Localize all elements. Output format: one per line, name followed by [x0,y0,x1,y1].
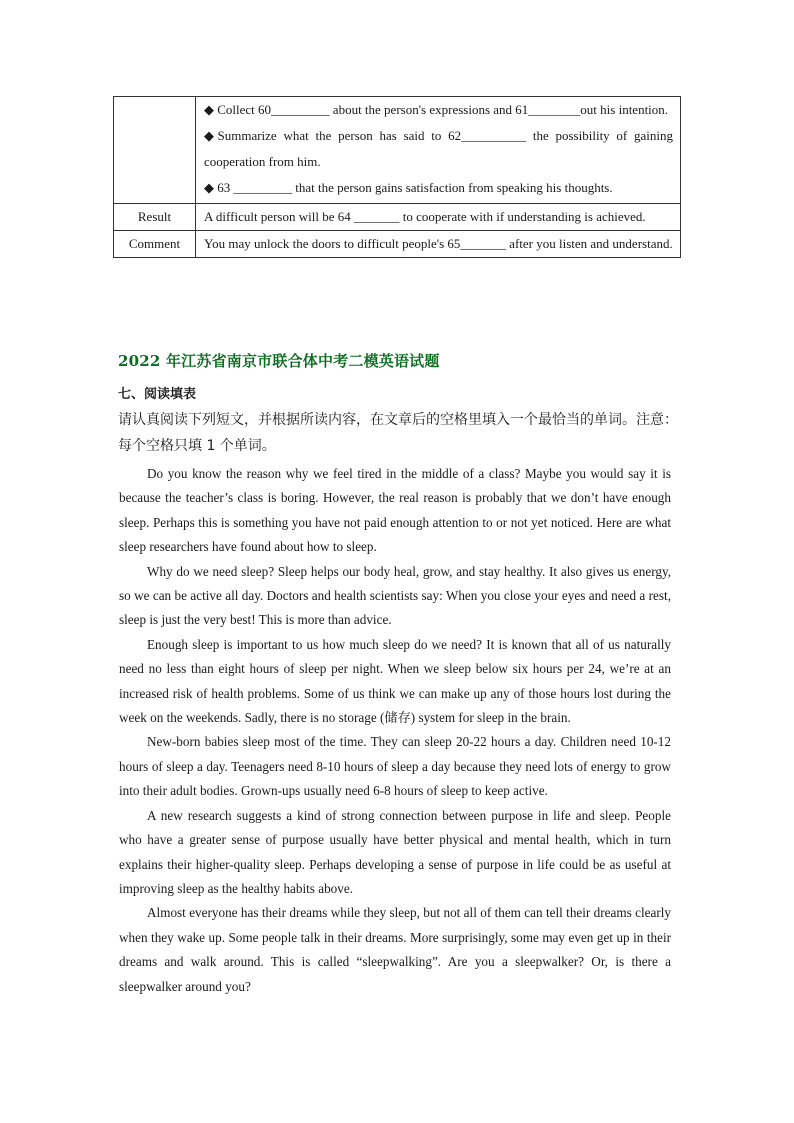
bullet-line: ◆ Collect 60_________ about the person's expressions and 61________out his intention. [204,102,669,117]
passage-paragraph: New-born babies sleep most of the time. They can sleep 20-22 hours a day. Children need 10-12 hours of sleep a day. Teenagers need 8-10 hours of sleep a day because they need lots of energy to grow into their adult bodies. Grown-ups usually need 6-8 hours of sleep to keep active. [119,734,671,799]
table-row-content [196,231,681,258]
passage-paragraph: Almost everyone has their dreams while they sleep, but not all of them can tell their dreams clearly when they wake up. Some people talk in their dreams. More surprisingly, some may even get up in their dreams and walk around. This is called “sleepwalking”. Are you a sleepwalker? Or, is there a sleepwalker around you? [119,905,671,994]
table-row-label: Comment [114,231,196,258]
exam-heading: 2022 年江苏省南京市联合体中考二模英语试题 [118,352,440,370]
table-row-content [196,97,681,204]
passage-paragraph: Enough sleep is important to us how much sleep do we need? It is known that all of us naturally need no less than eight hours of sleep per night. When we sleep below six hours per 24, we’re at an increased risk of health problems. Some of us think we can make up any of those hours lost during the week on the weekends. Sadly, there is no storage (储存) system for sleep in the brain. [119,636,671,726]
passage-paragraph: Why do we need sleep? Sleep helps our body heal, grow, and stay healthy. It also gives us energy, so we can be active all day. Doctors and health scientists say: When you close your eyes and need a rest, sleep is just the very best! This is more than advice. [119,563,671,628]
instructions: 请认真阅读下列短文，并根据所读内容，在文章后的空格里填入一个最恰当的单词。注意：每个空格只填 1 个单词。 [118,412,678,454]
table-row [114,231,681,258]
reading-passage [119,462,671,999]
passage-paragraph: Do you know the reason why we feel tired in the middle of a class? Maybe you would say it is because the teacher’s class is boring. However, the real reason is probably that we don’t have enough sleep. Perhaps this is something you have not paid enough attention to or not yet noticed. Here are what sleep researchers have found about how to sleep. [119,466,671,555]
bullet-line: ◆Summarize what the person has said to 62__________ the possibility of gaining cooperation from him. [204,128,673,169]
bullet-line: ◆ 63 _________ that the person gains satisfaction from speaking his thoughts. [204,180,613,195]
fill-in-table [113,96,681,258]
table-row [114,204,681,231]
table-cell-text: You may unlock the doors to difficult people's 65_______ after you listen and understand. [204,236,673,251]
table-row-label [114,97,196,204]
table-row-label: Result [114,204,196,231]
passage-paragraph: A new research suggests a kind of strong connection between purpose in life and sleep. People who have a greater sense of purpose usually have better physical and mental health, which in turn explains their higher-quality sleep. Perhaps developing a sense of purpose in life could be as useful at improving sleep as the healthy habits above. [119,807,671,896]
table-row-content [196,204,681,231]
table-row [114,97,681,204]
table-cell-text: A difficult person will be 64 _______ to cooperate with if understanding is achieved. [204,209,646,224]
section-title: 七、阅读填表 [118,387,197,402]
